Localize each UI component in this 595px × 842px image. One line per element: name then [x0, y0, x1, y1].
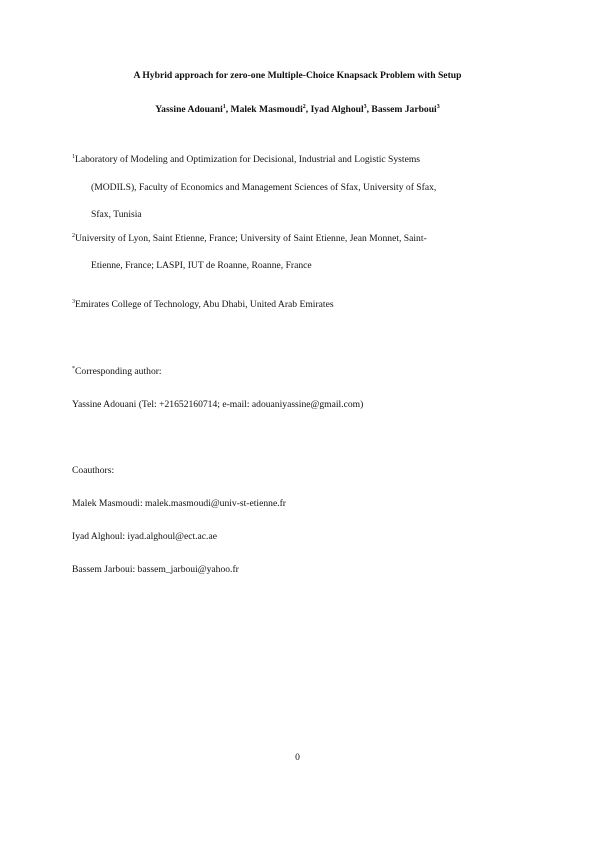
- coauthor-entry: Bassem Jarboui: bassem_jarboui@yahoo.fr: [72, 564, 239, 575]
- author-3: [311, 104, 367, 115]
- author-affiliation-mark: 2: [302, 104, 306, 110]
- coauthors-label: Coauthors:: [72, 465, 115, 476]
- author-4: [371, 104, 439, 115]
- author-affiliation-mark: 1: [222, 104, 226, 110]
- affiliation-mark: 1: [72, 154, 75, 160]
- author-name: Yassine Adouani: [155, 104, 223, 115]
- corresponding-detail: Yassine Adouani (Tel: +21652160714; e-mail: adouaniyassine@gmail.com): [72, 399, 364, 410]
- affiliation-line: (MODILS), Faculty of Economics and Management Sciences of Sfax, University of Sfax,: [91, 182, 437, 193]
- affiliation-line: Etienne, France; LASPI, IUT de Roanne, Roanne, France: [91, 260, 312, 271]
- affiliation-line: Sfax, Tunisia: [91, 209, 142, 220]
- page-number: 0: [295, 752, 300, 763]
- paper-title: A Hybrid approach for zero-one Multiple-Choice Knapsack Problem with Setup: [133, 70, 462, 81]
- affiliation-line: [72, 154, 522, 166]
- affiliation-mark: 2: [72, 233, 75, 239]
- coauthor-entry: Iyad Alghoul: iyad.alghoul@ect.ac.ae: [72, 531, 217, 542]
- coauthor-entry: Malek Masmoudi: malek.masmoudi@univ-st-etienne.fr: [72, 498, 286, 509]
- author-name: Iyad Alghoul: [310, 104, 364, 115]
- author-affiliation-mark: 3: [363, 104, 367, 110]
- author-name: Malek Masmoudi: [230, 104, 303, 115]
- affiliation-mark: 3: [72, 299, 75, 305]
- author-1: [155, 104, 225, 115]
- author-list: Yassine Adouani$^1$, Malek Masmoudi$^2$, Iyad Alghoul$^3$, Bassem Jarboui$^3$: [155, 104, 440, 115]
- affiliation-line: $^3$Emirates College of Technology, Abu Dhabi, United Arab Emirates: [72, 299, 334, 310]
- author-affiliation-mark: 3: [436, 104, 440, 110]
- author-2: [231, 104, 306, 115]
- corresponding-mark: *: [72, 366, 75, 372]
- author-name: Bassem Jarboui: [371, 104, 437, 115]
- corresponding-label: *Corresponding author:: [72, 366, 162, 377]
- affiliation-line: $^2$University of Lyon, Saint Etienne, France; University of Saint Etienne, Jean Monnet, Saint-: [72, 233, 427, 244]
- affiliation-line-text: $^1$Laboratory of Modeling and Optimization for Decisional, Industrial and Logistic Systems: [72, 154, 421, 165]
